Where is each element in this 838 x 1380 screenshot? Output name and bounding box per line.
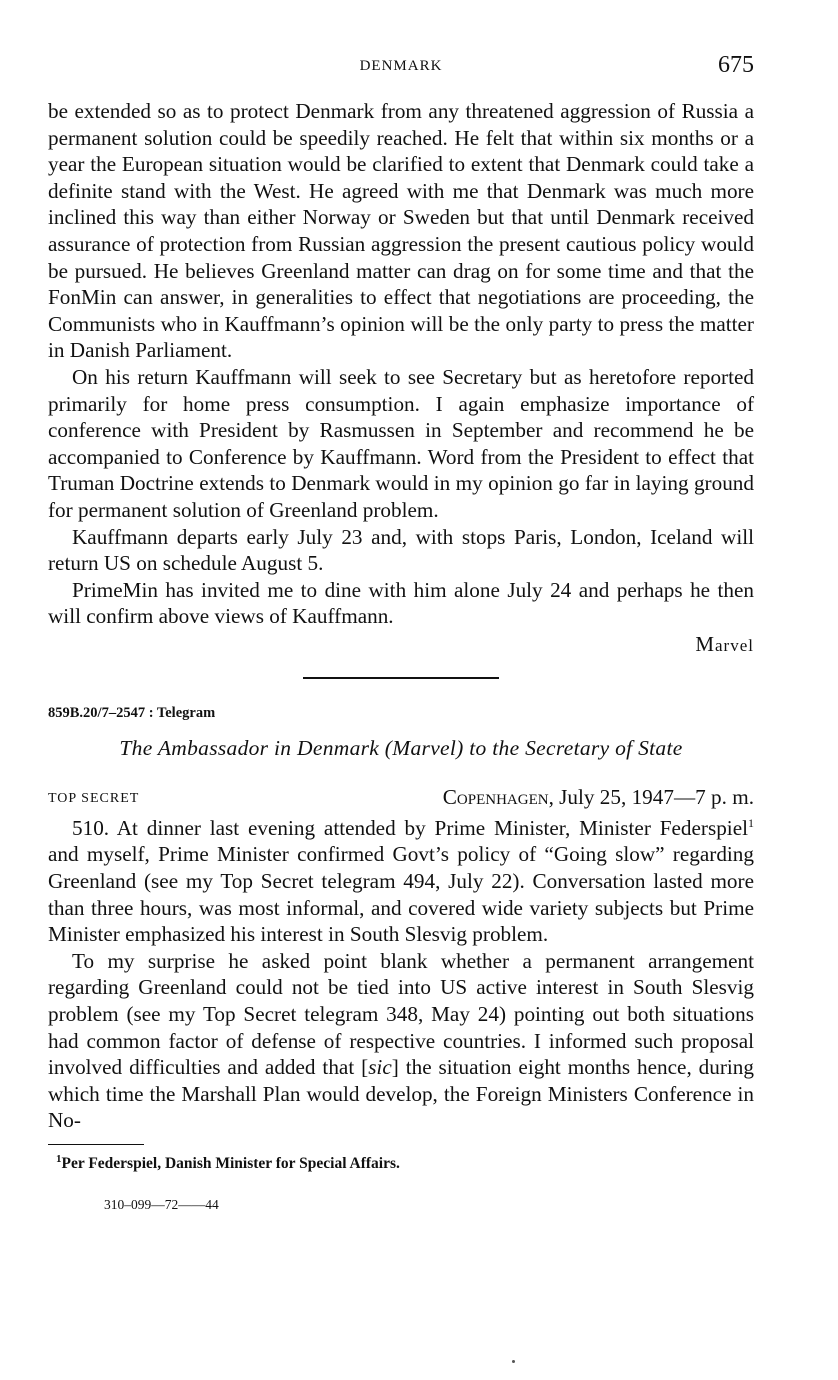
paragraph-text: To my surprise he asked point blank whether a permanent arrangement regarding Greenland could not be tied into US active interest in South Slesvig problem (see my Top Secret telegram 348, May 24) pointing out both situations had common factor of defense of respective countries. I informed such proposal involved difficulties and added that [ <box>48 948 754 1080</box>
telegram-text <box>48 815 754 1134</box>
paragraph-text: and myself, Prime Minister confirmed Govt’s policy of “Going slow” regarding Greenland (see my Top Secret telegram 494, July 22). Conversation lasted more than three hours, was most informal, and covered wide variety subjects but Prime Minister emphasized his interest in South Slesvig problem. <box>48 842 754 947</box>
document-title: The Ambassador in Denmark (Marvel) to the Secretary of State <box>119 735 683 760</box>
section-divider <box>303 677 499 679</box>
footnote-marker: 1 <box>748 815 754 830</box>
paragraph: Kauffmann departs early July 23 and, with stops Paris, London, Iceland will return US on schedule August 5. <box>48 524 754 576</box>
classification-label: TOP SECRET <box>48 790 140 806</box>
dateline <box>48 785 754 815</box>
footnote-number: 1 <box>56 1152 62 1165</box>
page-number: 675 <box>718 52 754 78</box>
running-header <box>48 52 754 82</box>
date: July 25, 1947—7 p. m. <box>559 784 754 809</box>
running-title: DENMARK <box>359 58 443 74</box>
paragraph: On his return Kauffmann will seek to see Secretary but as heretofore reported primarily for home press consumption. I again emphasize importance of conference with President by Rasmussen in September and recommend he be accompanied to Conference by Kauffmann. Word from the President to effect that Truman Doctrine extends to Denmark would in my opinion go far in laying ground for permanent solution of Greenland problem. <box>48 364 754 522</box>
paragraph: PrimeMin has invited me to dine with him alone July 24 and perhaps he then will confirm above views of Kauffmann. <box>48 577 754 629</box>
paragraph: be extended so as to protect Denmark from any threatened aggression of Russia a permanent solution could be speedily reached. He felt that within six months or a year the European situation would be clarified to extent that Denmark could take a definite stand with the West. He agreed with me that Denmark was much more inclined this way than either Norway or Sweden but that until Denmark received assurance of protection from Russian aggression the present cautious policy would be pursued. He believes Greenland matter can drag on for some time and that the FonMin can answer, in generalities to effect that negotiations are proceeding, the Communists who in Kauffmann’s opinion will be the only party to press the matter in Danish Parliament. <box>48 99 754 363</box>
document-page <box>48 52 754 1213</box>
place: Copenhagen, <box>442 784 554 809</box>
footnote-text: Per Federspiel, Danish Minister for Special Affairs. <box>61 1155 400 1172</box>
print-speck <box>512 1360 515 1363</box>
paragraph <box>48 815 754 948</box>
paragraph-text: 510. At dinner last evening attended by Prime Minister, Minister Federspiel <box>72 815 748 840</box>
paragraph <box>48 948 754 1134</box>
document-reference: 859B.20/7–2547 : Telegram <box>48 704 216 721</box>
signature: Marvel <box>695 631 754 656</box>
footnote-divider <box>48 1144 144 1145</box>
place-date <box>443 785 754 810</box>
print-line: 310–099—72——44 <box>104 1197 219 1212</box>
paragraph-text: ] the situation eight months hence, during which time the Marshall Plan would develop, the Foreign Ministers Conference in No- <box>48 1055 754 1133</box>
sic-note: sic <box>368 1055 392 1080</box>
continuation-text <box>48 98 754 630</box>
footnote <box>48 1152 754 1173</box>
